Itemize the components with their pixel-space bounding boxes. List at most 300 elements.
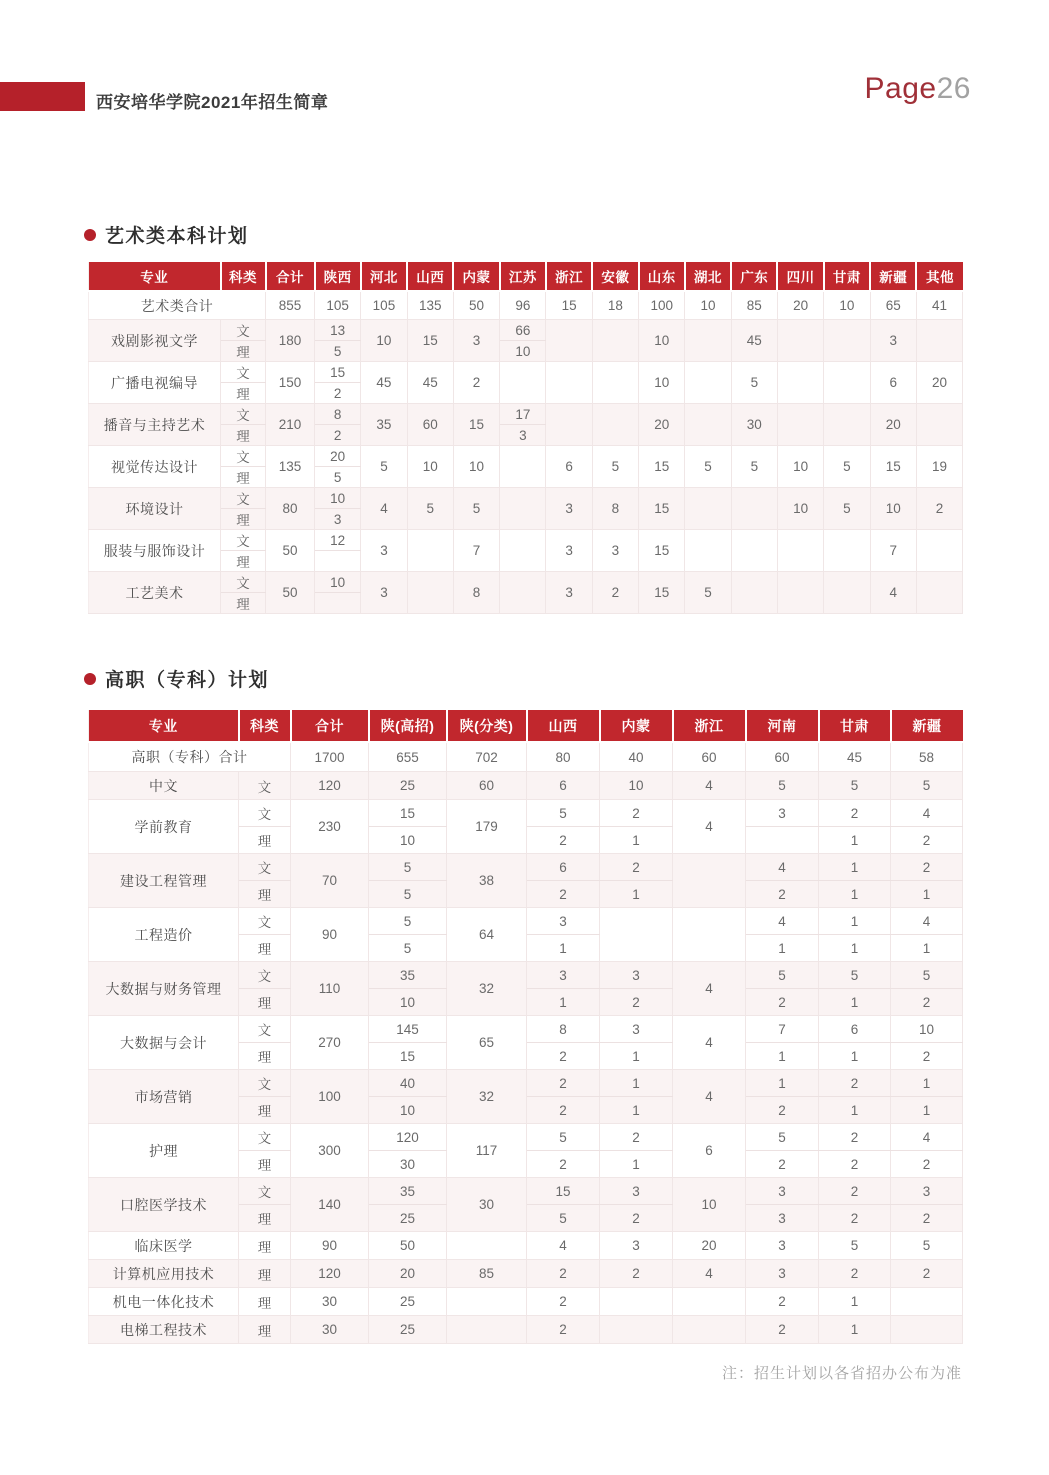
value-cell: 5 [824, 446, 870, 488]
value-cell: 4 [673, 800, 746, 854]
value-cell: 8 [592, 488, 638, 530]
value-cell: 30 [291, 1288, 369, 1316]
value-cell: 17 [500, 404, 546, 425]
major-name: 电梯工程技术 [89, 1316, 239, 1344]
value-cell: 4 [870, 572, 916, 614]
value-cell: 1 [891, 1097, 963, 1124]
value-cell: 2 [527, 827, 600, 854]
value-cell [600, 908, 673, 962]
value-cell: 25 [369, 772, 447, 800]
value-cell [777, 320, 823, 362]
value-cell: 2 [819, 1178, 891, 1205]
total-value: 80 [527, 742, 600, 772]
column-header-7: 江苏 [500, 262, 546, 291]
value-cell: 4 [673, 772, 746, 800]
table-row [89, 1288, 963, 1316]
total-value: 40 [600, 742, 673, 772]
value-cell: 2 [527, 881, 600, 908]
value-cell: 4 [746, 908, 819, 935]
kelei-cell: 理 [221, 383, 266, 404]
value-cell: 5 [731, 446, 777, 488]
value-cell: 1 [891, 881, 963, 908]
value-cell: 2 [891, 1260, 963, 1288]
column-header-10: 新疆 [891, 710, 963, 742]
column-header-9: 安徽 [592, 262, 638, 291]
value-cell: 2 [453, 362, 499, 404]
value-cell: 2 [891, 827, 963, 854]
value-cell: 5 [361, 446, 407, 488]
value-cell: 10 [777, 488, 823, 530]
kelei-cell: 理 [239, 881, 291, 908]
value-cell: 2 [891, 989, 963, 1016]
value-cell: 2 [819, 1151, 891, 1178]
value-cell: 3 [746, 1178, 819, 1205]
table-row [89, 1178, 963, 1205]
value-cell [824, 404, 870, 446]
total-value: 20 [777, 291, 823, 320]
value-cell [777, 404, 823, 446]
value-cell [824, 572, 870, 614]
major-name: 计算机应用技术 [89, 1260, 239, 1288]
kelei-cell: 理 [221, 425, 266, 446]
value-cell [600, 1288, 673, 1316]
kelei-cell: 理 [239, 1043, 291, 1070]
column-header-12: 广东 [731, 262, 777, 291]
value-cell: 2 [600, 1124, 673, 1151]
value-cell [916, 320, 962, 362]
page-number [865, 72, 971, 106]
major-name: 视觉传达设计 [89, 446, 221, 488]
value-cell: 60 [407, 404, 453, 446]
value-cell: 145 [369, 1016, 447, 1043]
value-cell: 179 [447, 800, 527, 854]
total-row [89, 291, 963, 320]
value-cell: 8 [315, 404, 361, 425]
header-row [89, 262, 963, 291]
value-cell: 64 [447, 908, 527, 962]
value-cell: 5 [819, 772, 891, 800]
value-cell: 3 [600, 1178, 673, 1205]
value-cell: 5 [746, 962, 819, 989]
value-cell: 5 [685, 446, 731, 488]
value-cell: 5 [369, 908, 447, 935]
total-value: 655 [369, 742, 447, 772]
value-cell: 50 [266, 530, 315, 572]
value-cell: 20 [870, 404, 916, 446]
value-cell: 25 [369, 1316, 447, 1344]
value-cell: 2 [527, 1316, 600, 1344]
section-art-undergrad [84, 221, 249, 248]
value-cell: 5 [315, 467, 361, 488]
value-cell: 70 [291, 854, 369, 908]
value-cell: 5 [407, 488, 453, 530]
value-cell: 60 [447, 772, 527, 800]
kelei-cell: 理 [221, 341, 266, 362]
column-header-5: 山西 [527, 710, 600, 742]
value-cell: 10 [673, 1178, 746, 1232]
value-cell [592, 404, 638, 446]
value-cell: 1 [527, 989, 600, 1016]
value-cell: 25 [369, 1205, 447, 1232]
value-cell: 1 [819, 908, 891, 935]
value-cell [916, 572, 962, 614]
value-cell: 3 [600, 1016, 673, 1043]
column-header-2: 合计 [266, 262, 315, 291]
value-cell: 10 [500, 341, 546, 362]
value-cell [592, 362, 638, 404]
total-value: 135 [407, 291, 453, 320]
value-cell: 4 [891, 908, 963, 935]
value-cell: 65 [447, 1016, 527, 1070]
kelei-cell: 理 [239, 1316, 291, 1344]
value-cell: 1 [891, 935, 963, 962]
value-cell: 6 [819, 1016, 891, 1043]
column-header-9: 甘肃 [819, 710, 891, 742]
value-cell: 2 [600, 1205, 673, 1232]
value-cell: 2 [746, 1151, 819, 1178]
table-row [89, 962, 963, 989]
column-header-1: 科类 [239, 710, 291, 742]
value-cell: 80 [266, 488, 315, 530]
value-cell [777, 530, 823, 572]
major-name: 机电一体化技术 [89, 1288, 239, 1316]
kelei-cell: 文 [239, 1178, 291, 1205]
value-cell: 10 [407, 446, 453, 488]
value-cell: 20 [369, 1260, 447, 1288]
value-cell [447, 1288, 527, 1316]
value-cell: 15 [639, 446, 685, 488]
kelei-cell: 文 [239, 1124, 291, 1151]
value-cell [891, 1316, 963, 1344]
kelei-cell: 理 [239, 1288, 291, 1316]
value-cell: 3 [870, 320, 916, 362]
value-cell [447, 1232, 527, 1260]
value-cell: 30 [291, 1316, 369, 1344]
value-cell: 1 [600, 827, 673, 854]
value-cell: 10 [639, 362, 685, 404]
total-value: 105 [315, 291, 361, 320]
value-cell: 10 [315, 488, 361, 509]
value-cell: 2 [600, 854, 673, 881]
value-cell: 117 [447, 1124, 527, 1178]
value-cell: 1 [527, 935, 600, 962]
column-header-16: 其他 [916, 262, 962, 291]
value-cell: 120 [291, 1260, 369, 1288]
value-cell [685, 488, 731, 530]
value-cell [824, 530, 870, 572]
value-cell: 4 [746, 854, 819, 881]
value-cell [731, 572, 777, 614]
value-cell [824, 362, 870, 404]
value-cell: 1 [819, 989, 891, 1016]
column-header-14: 甘肃 [824, 262, 870, 291]
page-number-label: Page [864, 72, 937, 105]
kelei-cell: 文 [221, 530, 266, 551]
value-cell: 10 [315, 572, 361, 593]
value-cell: 3 [500, 425, 546, 446]
kelei-cell: 文 [221, 572, 266, 593]
value-cell: 7 [453, 530, 499, 572]
value-cell: 110 [291, 962, 369, 1016]
value-cell: 90 [291, 1232, 369, 1260]
value-cell: 66 [500, 320, 546, 341]
kelei-cell: 理 [239, 1260, 291, 1288]
value-cell: 1 [746, 935, 819, 962]
value-cell: 2 [819, 1124, 891, 1151]
section-title: 高职（专科）计划 [105, 670, 270, 691]
value-cell: 6 [527, 772, 600, 800]
major-name: 市场营销 [89, 1070, 239, 1124]
header-accent-bar [0, 82, 85, 111]
value-cell: 1 [819, 1097, 891, 1124]
table-row [89, 1232, 963, 1260]
value-cell: 90 [291, 908, 369, 962]
kelei-cell: 理 [221, 467, 266, 488]
value-cell: 5 [369, 881, 447, 908]
value-cell: 35 [361, 404, 407, 446]
column-header-6: 内蒙 [600, 710, 673, 742]
value-cell: 85 [447, 1260, 527, 1288]
value-cell: 6 [870, 362, 916, 404]
value-cell: 15 [870, 446, 916, 488]
kelei-cell: 文 [239, 1070, 291, 1097]
kelei-cell: 文 [239, 962, 291, 989]
value-cell: 45 [361, 362, 407, 404]
value-cell [685, 530, 731, 572]
value-cell: 20 [673, 1232, 746, 1260]
value-cell: 1 [819, 827, 891, 854]
value-cell: 2 [819, 800, 891, 827]
value-cell: 12 [315, 530, 361, 551]
kelei-cell: 理 [239, 1232, 291, 1260]
table-row [89, 488, 963, 509]
value-cell: 10 [369, 827, 447, 854]
table-row [89, 362, 963, 383]
value-cell: 1 [819, 935, 891, 962]
value-cell: 120 [369, 1124, 447, 1151]
value-cell: 2 [315, 383, 361, 404]
value-cell: 6 [546, 446, 592, 488]
kelei-cell: 理 [221, 509, 266, 530]
value-cell: 15 [527, 1178, 600, 1205]
major-name: 服装与服饰设计 [89, 530, 221, 572]
column-header-8: 浙江 [546, 262, 592, 291]
value-cell: 10 [639, 320, 685, 362]
vocational-plan-table [88, 710, 963, 1344]
value-cell [500, 572, 546, 614]
value-cell: 4 [891, 1124, 963, 1151]
value-cell: 5 [824, 488, 870, 530]
kelei-cell: 理 [239, 989, 291, 1016]
column-header-5: 山西 [407, 262, 453, 291]
kelei-cell: 文 [239, 908, 291, 935]
total-value: 45 [819, 742, 891, 772]
value-cell [777, 572, 823, 614]
column-header-0: 专业 [89, 710, 239, 742]
value-cell [891, 1288, 963, 1316]
value-cell [500, 446, 546, 488]
value-cell: 4 [673, 1260, 746, 1288]
value-cell [731, 488, 777, 530]
value-cell: 10 [369, 1097, 447, 1124]
value-cell: 5 [527, 1124, 600, 1151]
value-cell: 3 [546, 572, 592, 614]
total-value: 60 [673, 742, 746, 772]
value-cell: 15 [639, 572, 685, 614]
value-cell: 2 [527, 1151, 600, 1178]
value-cell: 5 [527, 1205, 600, 1232]
value-cell: 5 [453, 488, 499, 530]
total-value: 855 [266, 291, 315, 320]
value-cell: 15 [639, 488, 685, 530]
value-cell [447, 1316, 527, 1344]
value-cell: 3 [527, 908, 600, 935]
column-header-1: 科类 [221, 262, 266, 291]
value-cell: 2 [891, 1151, 963, 1178]
value-cell: 10 [777, 446, 823, 488]
column-header-2: 合计 [291, 710, 369, 742]
value-cell [546, 320, 592, 362]
value-cell [673, 854, 746, 908]
page-number-value: 26 [936, 72, 971, 105]
column-header-4: 河北 [361, 262, 407, 291]
column-header-8: 河南 [746, 710, 819, 742]
major-name: 环境设计 [89, 488, 221, 530]
column-header-15: 新疆 [870, 262, 916, 291]
value-cell: 5 [746, 1124, 819, 1151]
total-value: 1700 [291, 742, 369, 772]
value-cell [673, 1288, 746, 1316]
total-value: 15 [546, 291, 592, 320]
value-cell: 3 [746, 800, 819, 827]
value-cell: 3 [453, 320, 499, 362]
value-cell: 3 [891, 1178, 963, 1205]
section-vocational [84, 665, 269, 692]
value-cell: 20 [639, 404, 685, 446]
value-cell [592, 320, 638, 362]
value-cell: 4 [673, 1070, 746, 1124]
value-cell: 1 [600, 881, 673, 908]
table-row [89, 530, 963, 551]
value-cell: 3 [361, 530, 407, 572]
total-value: 10 [685, 291, 731, 320]
table-row [89, 446, 963, 467]
value-cell: 4 [527, 1232, 600, 1260]
value-cell: 2 [819, 1070, 891, 1097]
table-row [89, 320, 963, 341]
table-row [89, 1260, 963, 1288]
value-cell: 1 [600, 1097, 673, 1124]
major-name: 广播电视编导 [89, 362, 221, 404]
kelei-cell: 理 [221, 593, 266, 614]
value-cell: 15 [369, 800, 447, 827]
value-cell: 3 [527, 962, 600, 989]
value-cell: 2 [600, 800, 673, 827]
value-cell: 6 [527, 854, 600, 881]
column-header-13: 四川 [777, 262, 823, 291]
value-cell [546, 362, 592, 404]
value-cell: 5 [891, 962, 963, 989]
major-name: 大数据与会计 [89, 1016, 239, 1070]
value-cell [777, 362, 823, 404]
value-cell: 8 [527, 1016, 600, 1043]
value-cell [546, 404, 592, 446]
value-cell [916, 404, 962, 446]
major-name: 中文 [89, 772, 239, 800]
value-cell [500, 530, 546, 572]
value-cell [600, 1316, 673, 1344]
value-cell: 35 [369, 962, 447, 989]
value-cell: 5 [819, 962, 891, 989]
value-cell: 3 [546, 530, 592, 572]
total-value: 18 [592, 291, 638, 320]
section-bullet-icon [84, 229, 96, 241]
value-cell: 1 [600, 1151, 673, 1178]
value-cell: 4 [673, 1016, 746, 1070]
value-cell: 3 [546, 488, 592, 530]
value-cell: 135 [266, 446, 315, 488]
total-value: 96 [500, 291, 546, 320]
kelei-cell: 理 [239, 1151, 291, 1178]
total-value: 85 [731, 291, 777, 320]
value-cell: 5 [685, 572, 731, 614]
major-name: 临床医学 [89, 1232, 239, 1260]
value-cell: 35 [369, 1178, 447, 1205]
value-cell: 2 [600, 1260, 673, 1288]
table-row [89, 1316, 963, 1344]
value-cell: 5 [527, 800, 600, 827]
kelei-cell: 文 [221, 404, 266, 425]
value-cell: 5 [731, 362, 777, 404]
kelei-cell: 文 [239, 800, 291, 827]
value-cell: 300 [291, 1124, 369, 1178]
table-row [89, 1016, 963, 1043]
value-cell: 1 [819, 1316, 891, 1344]
value-cell: 2 [315, 425, 361, 446]
major-name: 建设工程管理 [89, 854, 239, 908]
value-cell: 4 [361, 488, 407, 530]
kelei-cell: 文 [239, 854, 291, 881]
value-cell: 1 [746, 1070, 819, 1097]
major-name: 播音与主持艺术 [89, 404, 221, 446]
column-header-11: 湖北 [685, 262, 731, 291]
value-cell [315, 551, 361, 572]
kelei-cell: 理 [239, 1205, 291, 1232]
value-cell: 8 [453, 572, 499, 614]
value-cell: 3 [600, 1232, 673, 1260]
table-row [89, 908, 963, 935]
value-cell: 5 [891, 772, 963, 800]
value-cell: 120 [291, 772, 369, 800]
value-cell: 3 [592, 530, 638, 572]
value-cell: 50 [369, 1232, 447, 1260]
value-cell: 13 [315, 320, 361, 341]
value-cell: 15 [639, 530, 685, 572]
kelei-cell: 理 [239, 1097, 291, 1124]
value-cell: 150 [266, 362, 315, 404]
column-header-3: 陕(高招) [369, 710, 447, 742]
total-value: 60 [746, 742, 819, 772]
kelei-cell: 理 [239, 935, 291, 962]
value-cell: 5 [746, 772, 819, 800]
value-cell: 2 [527, 1070, 600, 1097]
value-cell: 20 [916, 362, 962, 404]
section-title: 艺术类本科计划 [105, 226, 249, 247]
value-cell: 2 [891, 854, 963, 881]
major-name: 戏剧影视文学 [89, 320, 221, 362]
value-cell: 270 [291, 1016, 369, 1070]
value-cell: 10 [870, 488, 916, 530]
